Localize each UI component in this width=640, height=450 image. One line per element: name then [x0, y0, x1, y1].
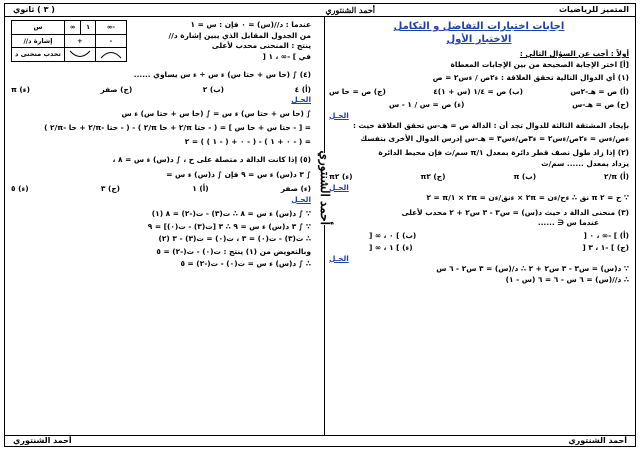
- question-4: (٤) ∫ (حا س + حتا س) ء س ÷ ء س يساوي ......: [133, 70, 311, 79]
- question-2-options: [329, 172, 629, 183]
- concave-down-icon: [99, 50, 123, 59]
- sign-table-row: [12, 21, 127, 35]
- page: [4, 3, 636, 447]
- q2-option: (أ) π/٢: [604, 172, 629, 181]
- sign-table: [11, 20, 127, 62]
- q5-option: (ء) ٥: [11, 184, 29, 193]
- q1-option: (ب) ص = ١/٤ (س + ١)٤: [433, 86, 523, 96]
- solution-label: الحـل: [329, 253, 349, 263]
- q3-option: (ج) ] -١ ، ٣ [: [582, 243, 629, 252]
- question-2: (٢) إذا زاد طول نصف قطر دائرة بمعدل ١/π سم/ث فإن محيط الدائرة: [378, 148, 629, 157]
- q3-option: (ب) ] ٠ ، ∞ [: [369, 230, 417, 240]
- footer-right: أحمد الشنتوري: [568, 436, 627, 445]
- q4-solution-line: ∫ (حا س + حتا س) ء س = ∫ (حا س + حتا س) ء س: [121, 108, 311, 118]
- q5-solution-line: وبالتعويض من (١) ينتج : ت(٠) - ت(-٢) = ٥: [156, 246, 311, 256]
- header-right: المتميز للرياضيات: [558, 5, 629, 14]
- left-column: [11, 20, 311, 270]
- instruction: [أ] اختر الإجابة الصحيحة من بين الإجابات المعطاة: [450, 59, 629, 69]
- sign-text-line: من الجدول المقابل الذي يبين إشارة د//: [168, 30, 311, 40]
- q5-solution-line: ∵ ∫ د(س) ء س = ٨ ∴ ت(٣) - ت(-٢) = ٨ (١): [151, 209, 311, 218]
- q2-option: (ج) π٢: [420, 172, 446, 181]
- concave-up-icon: [68, 50, 92, 59]
- question-1-options-a: [329, 87, 629, 98]
- solution-label: الحـل: [291, 95, 311, 104]
- question-3-options-a: [329, 231, 629, 242]
- table-cell: س: [12, 21, 65, 35]
- q4-solution-line: = ( - ٠ + ١ ) - ( - ٠ + ( - ١ ) ) = ٢: [184, 136, 311, 146]
- q5-option: (أ) ١: [192, 184, 209, 193]
- sign-text-line: عندما : د//(س) = ٠ فإن : س = ١: [190, 20, 311, 29]
- q4-solution-line: = [ - حتا س + حا س ] = ( - حتا π/٢ + حا π/٢ ) - ( - حتا -π/٢ + حا -π/٢ ): [44, 123, 311, 132]
- header-left: ( ٣ ) ثانوي: [13, 5, 55, 14]
- q2-option: (ب) π: [513, 172, 537, 181]
- page-header: [5, 4, 635, 17]
- q3-solution-line: ∵ د(س) = س٣ - ٣ س٢ + ٢ ∴ د/(س) = ٣ س٢ - ٦ س: [436, 264, 629, 273]
- q4-option: (ء) π: [11, 84, 30, 94]
- table-cell: -: [95, 34, 126, 48]
- q1-solution-line: بإيجاد المشتقة الثالثة للدوال تجد أن : الدالة ص = هـ-س تحقق العلاقة حيث :: [352, 121, 629, 130]
- question-3-cont: عندما س ∈ ......: [537, 218, 599, 227]
- q5-solution-line: ∵ ∫ ٣ د(س) ء س = ٩ ∴ ٣ [ت(٣) - ت(٠)] = ٩: [147, 221, 311, 231]
- sign-table-row: [12, 48, 127, 62]
- footer-left: أحمد الشنتوري: [13, 436, 72, 445]
- q1-option: (ج) ص = حا س: [329, 86, 386, 96]
- question-5-options: [11, 184, 311, 195]
- q4-option: (أ) ٤: [294, 84, 311, 94]
- table-cell: تحدب منحنى د: [12, 48, 65, 62]
- page-footer: [5, 435, 635, 446]
- sign-block-text: [161, 20, 311, 62]
- q2-solution-line: ∵ ح = ٢ π نق ∴ ءح/ءن = ٢π × ءنق/ءن = ٢π × ١/π = ٢: [426, 193, 629, 202]
- question-1: (١) أي الدوال التالية تحقق العلاقة : ء٢ص / ءس٢ = ص: [432, 73, 629, 82]
- q4-option: (ب) ٢: [202, 84, 225, 94]
- q5-option: (ج) ٣: [100, 184, 121, 193]
- question-4-options: [11, 85, 311, 96]
- q3-solution-line: ∴ د//(س) = ٦ س - ٦ = ٦ (س - ١): [505, 274, 629, 284]
- divider-signature: أحمد الشنتوري: [318, 150, 332, 225]
- q2-option: (ء) π٢: [329, 172, 353, 181]
- solution-label: الحـل: [329, 182, 349, 192]
- right-column: [329, 20, 629, 285]
- question-5: (٥) إذا كانت الدالة د متصلة على ح ، ∫ د(س) ء س = ٨ ،: [112, 155, 311, 164]
- page-title: اجابات اختبارات التفاضل و التكامل: [393, 21, 565, 32]
- question-1-options-b: [329, 100, 629, 111]
- solution-label: الحـل: [291, 194, 311, 204]
- q5-option: (ء) صفر: [280, 184, 311, 193]
- q3-option: (ء) ] ١ ، ∞ [: [369, 243, 413, 252]
- sign-table-row: [12, 34, 127, 48]
- solution-label: الحـل: [329, 110, 349, 120]
- divider-line: [324, 17, 325, 435]
- question-3-options-b: [329, 243, 629, 254]
- q5-solution-line: ∴ ∫ د(س) ء س = ت(٠) - ت(-٢) = ٥: [180, 259, 311, 268]
- sign-block: [11, 20, 311, 62]
- sign-text-line: ينتج : المنحنى محدب لأعلى: [211, 41, 311, 50]
- q1-option: (ح) ص = هـ-س: [572, 100, 629, 109]
- table-cell: ١: [81, 21, 96, 35]
- question-3: (٣) منحنى الدالة د حيث د(س) = س٣ - ٣ س٢ + ٢ محدب لأعلى: [401, 207, 629, 217]
- table-cell: +: [64, 34, 95, 48]
- q4-option: (ج) صفر: [100, 84, 133, 94]
- table-cell: [64, 48, 95, 62]
- q5-solution-line: ∴ ت(٣) - ت(٠) = ٣ ، ت(٠) = ت(٣) - ٣ (٢): [158, 234, 311, 243]
- q1-solution-line: ءص/ءس = ء٢ص/ءس٢ = ء٣ص/ءس٣ = هـ-س إدرس الدوال الأخرى بنفسك: [360, 133, 629, 143]
- table-cell: إشارة د//: [12, 34, 65, 48]
- q3-option: (أ) ] -∞ ، ٠ [: [583, 230, 629, 240]
- question-2-cont: يزداد بمعدل ...... سم/ث: [541, 158, 629, 168]
- q1-option: (ء) ص = س / ١ - س: [389, 100, 465, 109]
- table-cell: [95, 48, 126, 62]
- page-subtitle: الاختبار الأول: [446, 34, 512, 45]
- question-5-cont: ∫ ٣ د(س) ء س = ٩ فإن ∫ د(س) ء س =: [166, 169, 311, 179]
- section-heading: أولاً : أجب عن السؤال التالي :: [519, 49, 629, 58]
- table-cell: -∞: [95, 21, 126, 35]
- table-cell: ∞: [64, 21, 80, 35]
- q1-option: (أ) ص = هـ-٢س: [570, 86, 629, 96]
- sign-text-line: في ] -∞ ، ١ [: [262, 51, 311, 61]
- header-center: أحمد الشنتوري: [325, 5, 375, 15]
